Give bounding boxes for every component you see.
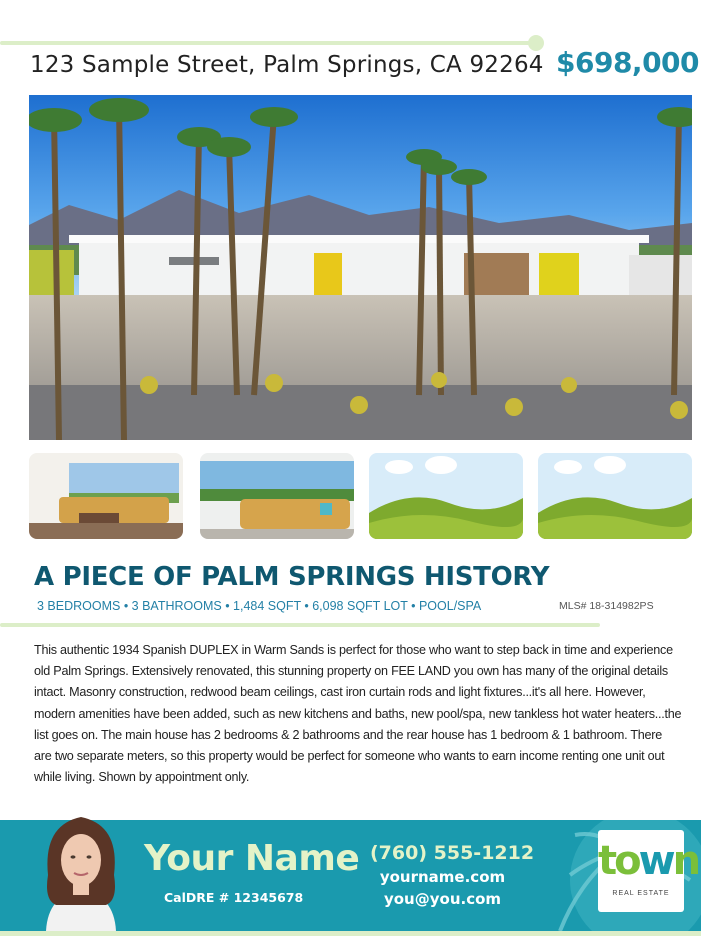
thumbnail-living-room-1[interactable] <box>29 453 183 539</box>
footer-decor-line <box>0 931 701 936</box>
top-decor-dot <box>528 35 544 51</box>
thumbnail-living-room-2[interactable] <box>200 453 354 539</box>
property-address: 123 Sample Street, Palm Springs, CA 92264 <box>30 52 544 78</box>
logo-subtitle: REAL ESTATE <box>612 890 670 897</box>
agent-photo <box>28 805 134 931</box>
hero-photo <box>29 95 692 440</box>
listing-specs: 3 BEDROOMS • 3 BATHROOMS • 1,484 SQFT • 6,098 SQFT LOT • POOL/SPA <box>37 599 482 613</box>
listing-description: This authentic 1934 Spanish DUPLEX in Warm Sands is perfect for those who want to step back in time and experience old Palm Springs. Extensively renovated, this stunning property on FEE LAND you own has many of the original details intact. Masonry construction, redwood beam ceilings, cast iron curtain rods and light fixtures...it's all here. However, modern amenities have been added, such as new kitchens and baths, new pool/spa, new tankless hot water heaters...the list goes on. The main house has 2 bedrooms & 2 bathrooms and the rear house has 1 bedroom & 1 bathroom. There are two separate meters, so this property would be perfect for someone who wants to earn income renting one unit out while living. Shown by appointment only. <box>34 643 682 785</box>
top-decor-line <box>0 41 530 45</box>
brokerage-logo <box>598 830 699 912</box>
agent-email[interactable]: you@you.com <box>383 890 502 908</box>
agent-phone[interactable]: (760) 555-1212 <box>370 842 535 864</box>
thumbnail-placeholder-1[interactable] <box>369 453 523 539</box>
mid-decor-line <box>0 623 600 627</box>
mls-number: MLS# 18-314982PS <box>559 600 654 612</box>
agent-website[interactable]: yourname.com <box>379 868 506 886</box>
thumbnail-placeholder-2[interactable] <box>538 453 692 539</box>
logo-wordmark: town <box>598 838 699 884</box>
agent-license: CalDRE # 12345678 <box>164 890 304 905</box>
agent-contact <box>370 840 535 910</box>
listing-headline: A PIECE OF PALM SPRINGS HISTORY <box>34 562 550 592</box>
agent-name: Your Name <box>144 838 360 879</box>
property-price: $698,000 <box>556 46 700 79</box>
